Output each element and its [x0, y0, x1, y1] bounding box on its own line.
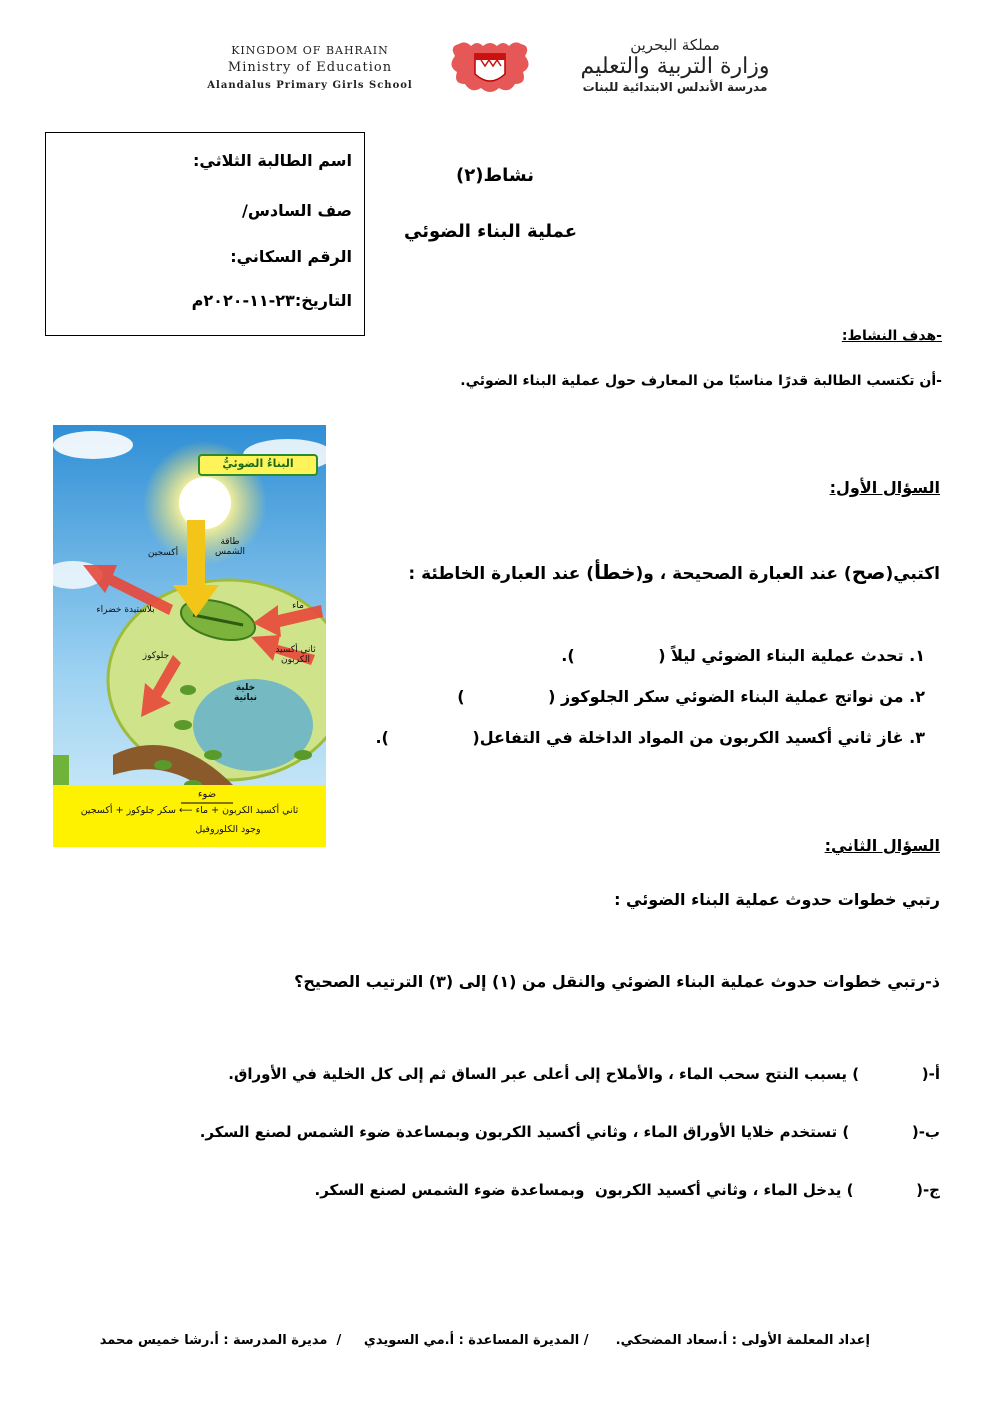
q1-item-2: ٢. من نواتج عملية البناء الضوئي سكر الجلوكوز ( ): [457, 687, 925, 706]
q1-item-3: ٣. غاز ثاني أكسيد الكربون من المواد الداخلة في التفاعل( ).: [375, 728, 925, 747]
q1-instruction-pre: اكتبي(: [885, 564, 940, 584]
activity-number: نشاط(٢): [456, 165, 534, 186]
q1-false-word: خطأ: [594, 560, 636, 584]
header-ar-ministry: وزارة التربية والتعليم: [580, 54, 770, 79]
diagram-title: البناءُ الضوئيُّ: [222, 457, 294, 470]
student-info-box: [45, 132, 365, 336]
header-ar-school: مدرسة الأندلس الابتدائية للبنات: [582, 80, 768, 94]
activity-topic: عملية البناء الضوئي: [403, 221, 577, 242]
header-ar-kingdom: مملكة البحرين: [630, 36, 720, 54]
q1-true-word: صح: [851, 560, 886, 584]
student-name-label: اسم الطالبة الثلاثي:: [193, 151, 352, 170]
diagram-label-sun-energy: طاقة الشمس: [215, 537, 245, 558]
goal-heading: -هدف النشاط:: [841, 328, 942, 344]
diagram-label-water: ماء: [292, 601, 304, 611]
q1-instruction-post: ) عند العبارة الخاطئة :: [408, 564, 595, 584]
q2-item-b: ب-( ) تستخدم خلايا الأوراق الماء ، وثاني أكسيد الكربون وبمساعدة ضوء الشمس لصنع السكر.: [199, 1123, 940, 1141]
student-class-label: صف السادس/: [242, 201, 352, 220]
goal-text: -أن تكتسب الطالبة قدرًا مناسبًا من المعارف حول عملية البناء الضوئي.: [460, 373, 942, 389]
equation-light-label: ضوء: [197, 789, 217, 800]
photosynthesis-illustration: [53, 425, 326, 847]
q1-heading: السؤال الأول:: [829, 478, 940, 497]
header-en-ministry: Ministry of Education: [227, 60, 393, 75]
equation-main: ثاني أكسيد الكربون + ماء ⟵ سكر جلوكوز + أكسجين: [80, 805, 299, 816]
diagram-label-plant-cell: خلية نباتية: [234, 683, 257, 704]
footer-credits: إعداد المعلمة الأولى : أ.سعاد المضحكي. / المديرة المساعدة : أ.مي السويدي / مديرة المدرسة : أ.رشا خميس محمد: [99, 1333, 870, 1348]
diagram-label-co2: ثاني أكسيد الكربون: [275, 645, 316, 666]
q1-instruction: [408, 560, 940, 584]
q1-instruction-mid: ) عند العبارة الصحيحة ، و(: [635, 564, 852, 584]
q2-instruction: رتبي خطوات حدوث عملية البناء الضوئي :: [614, 890, 940, 909]
q2-item-a: أ-( ) يسبب النتح سحب الماء ، والأملاح إلى أعلى عبر الساق ثم إلى كل الخلية في الأوراق.: [228, 1065, 940, 1083]
date-label: التاريخ:٢٣-١١-٢٠٢٠م: [191, 291, 352, 310]
q2-heading: السؤال الثاني:: [824, 836, 940, 855]
diagram-label-glucose: جلوكوز: [142, 651, 170, 661]
student-cpr-label: الرقم السكاني:: [230, 247, 352, 266]
diagram-label-chloroplast: بلاستيدة خضراء: [96, 605, 155, 615]
q2-item-c: ج-( ) يدخل الماء ، وثاني أكسيد الكربون وبمساعدة ضوء الشمس لصنع السكر.: [314, 1181, 940, 1199]
equation-condition: وجود الكلوروفيل: [195, 824, 261, 835]
q2-sub-instruction: ذ-رتبي خطوات حدوث عملية البناء الضوئي والنقل من (١) إلى (٣) الترتيب الصحيح؟: [294, 972, 940, 991]
q1-item-1: ١. تحدث عملية البناء الضوئي ليلاً ( ).: [561, 646, 925, 665]
diagram-label-oxygen: أكسجين: [147, 548, 179, 558]
photosynthesis-diagram: [53, 425, 326, 847]
bahrain-emblem-logo: [445, 38, 535, 98]
header-en-school: Alandalus Primary Girls School: [207, 80, 413, 91]
header-en-kingdom: KINGDOM OF BAHRAIN: [231, 44, 389, 57]
